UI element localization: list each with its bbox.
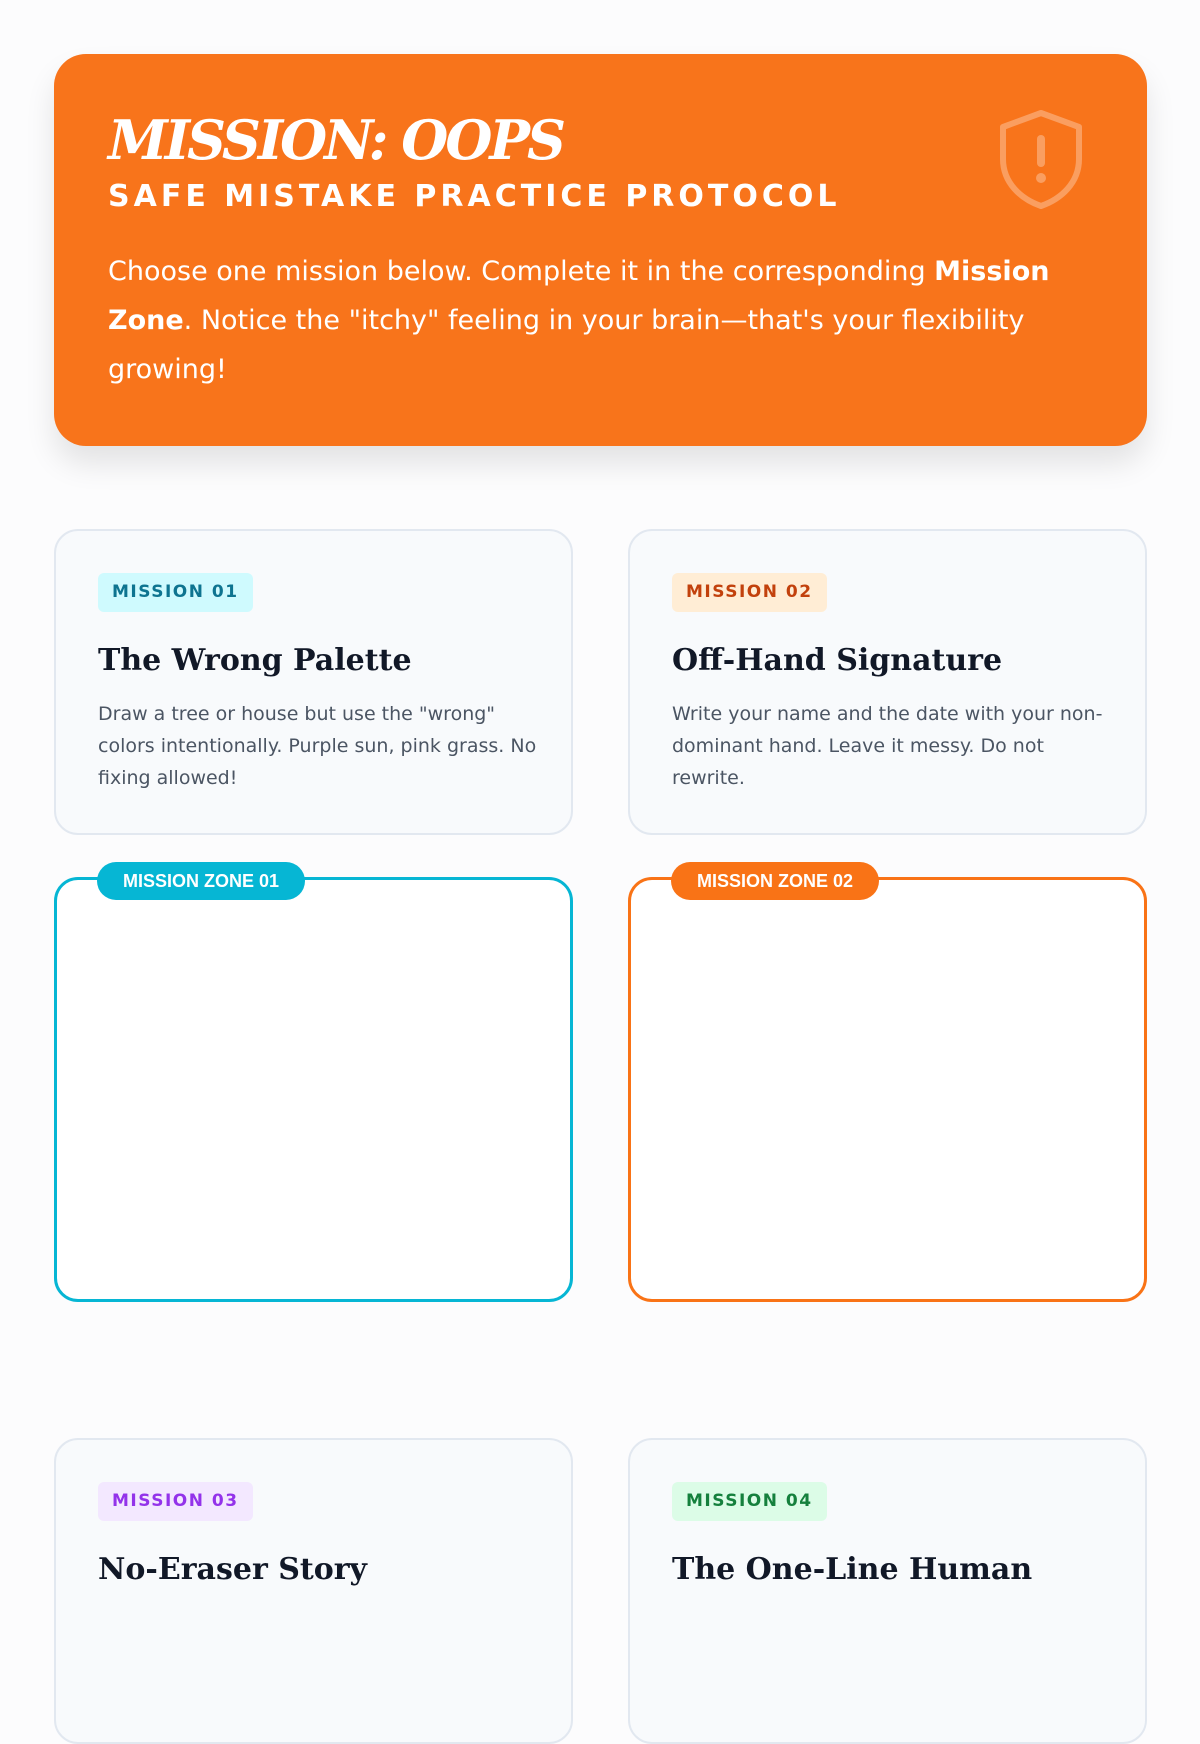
mission-zone-02[interactable] xyxy=(628,871,1147,1302)
mission-tag: MISSION 03 xyxy=(98,1482,253,1521)
mission-tag: MISSION 02 xyxy=(672,573,827,612)
shield-alert-icon xyxy=(997,109,1085,209)
mission-title: The One-Line Human xyxy=(672,1552,1033,1587)
mission-card-03 xyxy=(54,1438,573,1744)
hero-instructions-text-1: Choose one mission below. Complete it in the corresponding xyxy=(108,256,935,287)
page-subtitle: SAFE MISTAKE PRACTICE PROTOCOL xyxy=(108,179,841,214)
mission-title: No-Eraser Story xyxy=(98,1552,367,1587)
mission-description: Write your name and the date with your non-dominant hand. Leave it messy. Do not rewrite. xyxy=(672,703,1103,789)
mission-title: Off-Hand Signature xyxy=(672,643,1003,678)
hero-instructions-text-2: . Notice the "itchy" feeling in your brain—that's your flexibility growing! xyxy=(108,305,1025,385)
mission-card-01 xyxy=(54,529,573,835)
page-title: MISSION: OOPS xyxy=(108,108,563,172)
mission-tag: MISSION 01 xyxy=(98,573,253,612)
hero-instructions xyxy=(108,247,1068,394)
mission-title: The Wrong Palette xyxy=(98,643,412,678)
mission-zone-label: MISSION ZONE 01 xyxy=(97,862,305,900)
mission-description: Draw a tree or house but use the "wrong" colors intentionally. Purple sun, pink grass. No fixing allowed! xyxy=(98,703,537,789)
hero-instructions-highlight: Mission Zone xyxy=(108,256,1050,336)
mission-zone-01[interactable] xyxy=(54,871,573,1302)
mission-tag: MISSION 04 xyxy=(672,1482,827,1521)
mission-card-04 xyxy=(628,1438,1147,1744)
mission-zone-label: MISSION ZONE 02 xyxy=(671,862,879,900)
mission-card-02 xyxy=(628,529,1147,835)
hero-banner xyxy=(54,54,1147,446)
